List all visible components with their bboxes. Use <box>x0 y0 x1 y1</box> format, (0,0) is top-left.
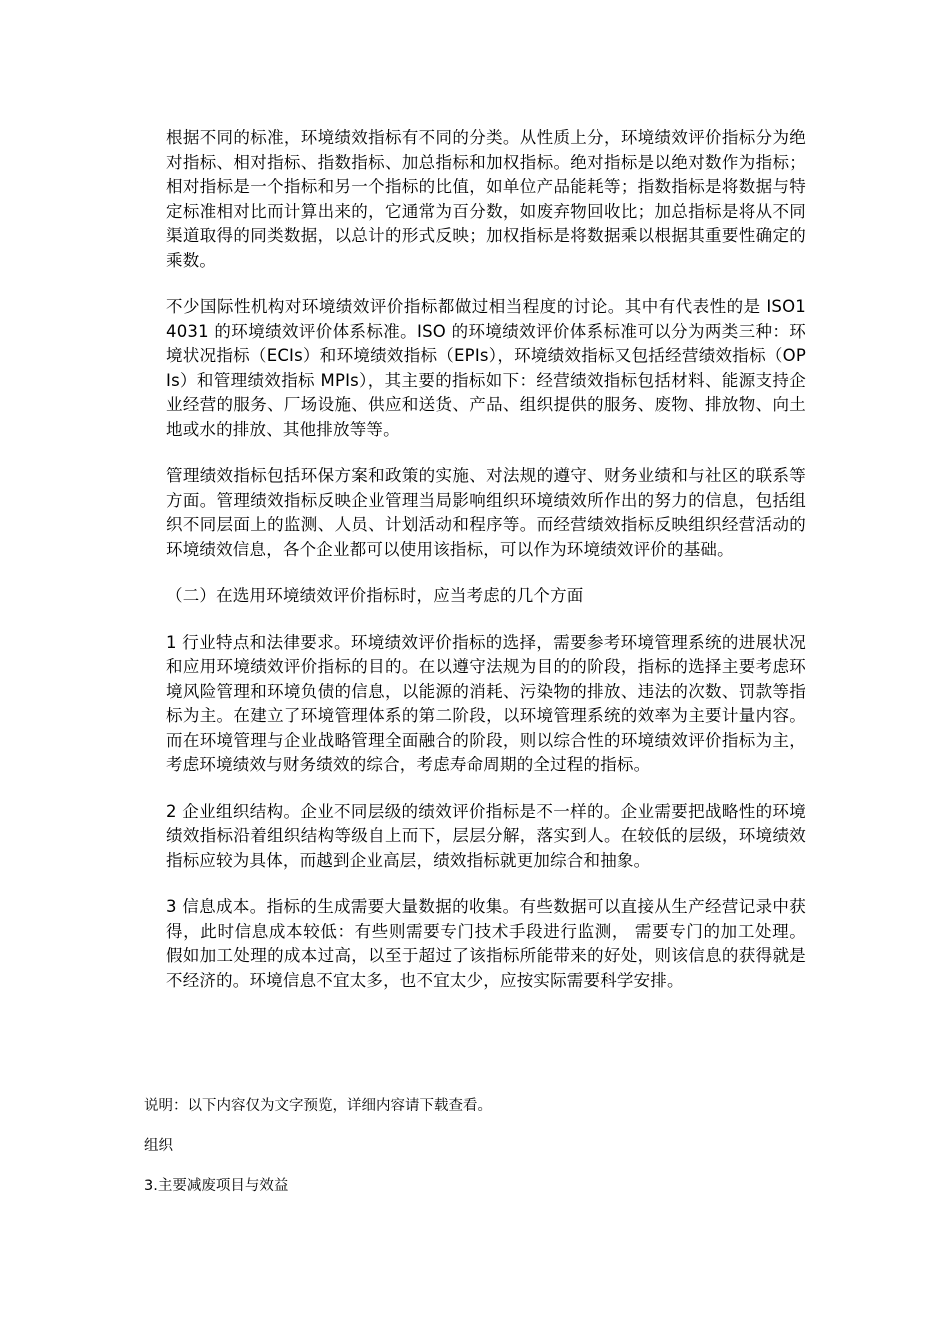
paragraph-management-indicators: 管理绩效指标包括环保方案和政策的实施、对法规的遵守、财务业绩和与社区的联系等方面。管理绩效指标反映企业管理当局影响组织环境绩效所作出的努力的信息，包括组织不同层面上的监测、人员、计划活动和程序等。而经营绩效指标反映组织经营活动的环境绩效信息，各个企业都可以使用该指标，可以作为环境绩效评价的基础。 <box>166 466 806 559</box>
document-body <box>166 126 806 993</box>
footer-line-section-title: 3.主要减废项目与效益 <box>144 1178 289 1194</box>
paragraph-industry-law: 1 行业特点和法律要求。环境绩效评价指标的选择，需要参考环境管理系统的进展状况和应用环境绩效评价指标的目的。在以遵守法规为目的的阶段，指标的选择主要考虑环境风险管理和环境负债的信息，以能源的消耗、污染物的排放、违法的次数、罚款等指标为主。在建立了环境管理体系的第二阶段，以环境管理系统的效率为主要计量内容。而在环境管理与企业战略管理全面融合的阶段，则以综合性的环境绩效评价指标为主，考虑环境绩效与财务绩效的综合，考虑寿命周期的全过程的指标。 <box>166 632 806 774</box>
paragraph-classification: 根据不同的标准，环境绩效指标有不同的分类。从性质上分，环境绩效评价指标分为绝对指标、相对指标、指数指标、加总指标和加权指标。绝对指标是以绝对数作为指标；相对指标是一个指标和另一个指标的比值，如单位产品能耗等；指数指标是将数据与特定标准相对比而计算出来的，它通常为百分数，如废弃物回收比；加总指标是将从不同渠道取得的同类数据，以总计的形式反映；加权指标是将数据乘以根据其重要性确定的乘数。 <box>166 128 806 270</box>
paragraph-iso14031: 不少国际性机构对环境绩效评价指标都做过相当程度的讨论。其中有代表性的是 ISO14031 的环境绩效评价体系标准。ISO 的环境绩效评价体系标准可以分为两类三种：环境状况指标（ECIs）和环境绩效指标（EPIs），环境绩效指标又包括经营绩效指标（OPIs）和管理绩效指标 MPIs），其主要的指标如下：经营绩效指标包括材料、能源支持企业经营的服务、厂场设施、供应和送货、产品、组织提供的服务、废物、排放物、向土地或水的排放、其他排放等等。 <box>166 297 806 439</box>
section-heading-considerations: （二）在选用环境绩效评价指标时，应当考虑的几个方面 <box>166 586 584 605</box>
footer-line-organization: 组织 <box>144 1138 173 1154</box>
paragraph-info-cost: 3 信息成本。指标的生成需要大量数据的收集。有些数据可以直接从生产经营记录中获得，此时信息成本较低：有些则需要专门技术手段进行监测， 需要专门的加工处理。假如加工处理的成本过高，以至于超过了该指标所能带来的好处，则该信息的获得就是不经济的。环境信息不宜太多，也不宜太少，应按实际需要科学安排。 <box>166 897 806 990</box>
preview-footer <box>144 1096 804 1216</box>
paragraph-org-structure: 2 企业组织结构。企业不同层级的绩效评价指标是不一样的。企业需要把战略性的环境绩效指标沿着组织结构等级自上而下，层层分解，落实到人。在较低的层级，环境绩效指标应较为具体，而越到企业高层，绩效指标就更加综合和抽象。 <box>166 801 806 870</box>
preview-note: 说明：以下内容仅为文字预览，详细内容请下载查看。 <box>144 1098 492 1114</box>
